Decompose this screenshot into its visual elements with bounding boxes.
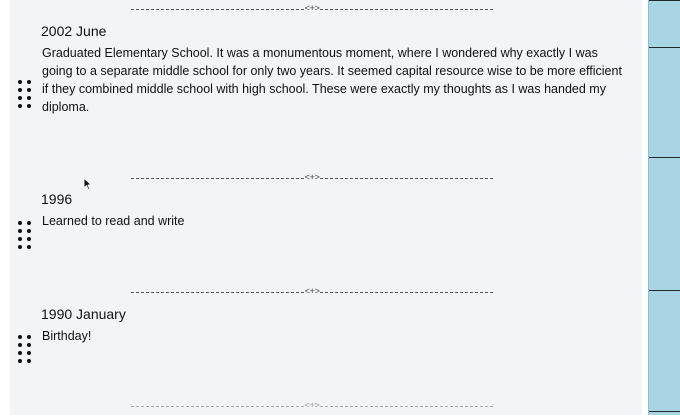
- entry-separator: [131, 400, 493, 412]
- entry-date: 1996: [41, 191, 73, 207]
- side-panel[interactable]: [648, 0, 680, 415]
- entry-description: Learned to read and write: [42, 214, 185, 228]
- separator-mark: <+>: [304, 4, 320, 14]
- entry-date: 1990 January: [41, 306, 126, 322]
- side-panel-divider: [649, 290, 680, 291]
- entry-description: Graduated Elementary School. It was a monumentous moment, where I wondered why exactly I was going to a separate middle school for only two years. It seemed capital resource wise to be more efficient if they combined middle school with high school. These were exactly my thoughts as I was handed my diploma.: [42, 46, 622, 114]
- drag-handle-icon[interactable]: [18, 335, 32, 365]
- side-panel-divider: [649, 0, 680, 1]
- separator-mark: <+>: [304, 401, 320, 411]
- entry-date: 2002 June: [41, 23, 107, 39]
- entry-separator: [131, 3, 493, 15]
- side-panel-divider: [649, 157, 680, 158]
- entry-description: Birthday!: [42, 329, 92, 343]
- side-panel-divider: [649, 411, 680, 412]
- side-panel-divider: [649, 47, 680, 48]
- drag-handle-icon[interactable]: [18, 221, 32, 251]
- drag-handle-icon[interactable]: [18, 80, 32, 110]
- mouse-cursor-icon: [83, 177, 93, 191]
- entry-separator: [131, 172, 493, 184]
- separator-mark: <+>: [304, 287, 320, 297]
- separator-mark: <+>: [304, 173, 320, 183]
- entry-separator: [131, 286, 493, 298]
